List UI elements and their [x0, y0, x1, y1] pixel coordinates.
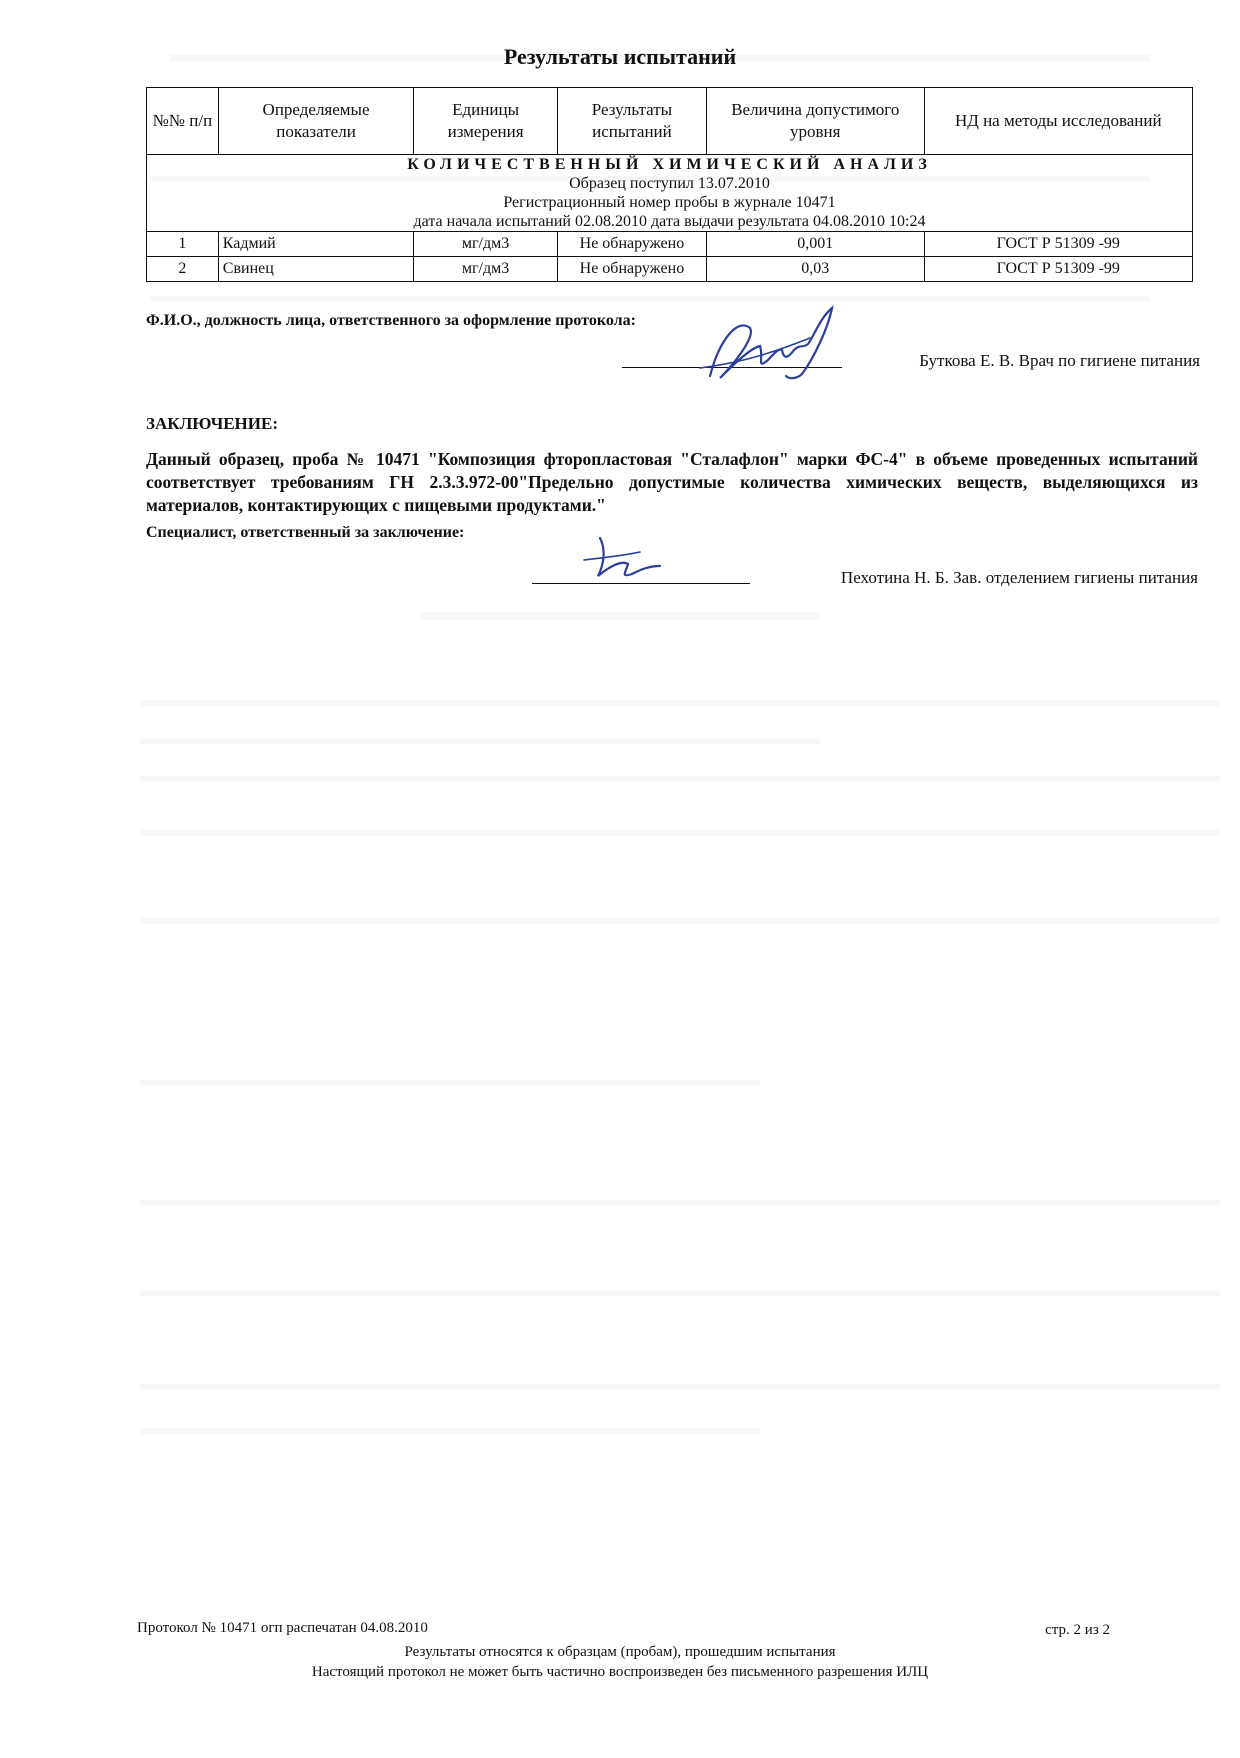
- header-indicator: Определяемые показатели: [218, 88, 414, 155]
- header-method: НД на методы исследований: [924, 88, 1192, 155]
- row-unit: мг/дм3: [414, 232, 558, 257]
- registration-number: Регистрационный номер пробы в журнале 10471: [503, 194, 836, 211]
- sample-received: Образец поступил 13.07.2010: [569, 175, 770, 192]
- responsible-label: Ф.И.О., должность лица, ответственного за оформление протокола:: [146, 312, 636, 329]
- header-limit: Величина допустимого уровня: [706, 88, 924, 155]
- row-unit: мг/дм3: [414, 257, 558, 282]
- responsible-signature: [690, 298, 870, 398]
- row-number: 1: [147, 232, 219, 257]
- responsible-person: Буткова Е. В. Врач по гигиене питания: [919, 351, 1200, 370]
- conclusion-text: Данный образец, проба № 10471 "Композиция фторопластовая "Сталафлон" марки ФС-4" в объеме проведенных испытаний соответствует требованиям ГН 2.3.3.972-00"Предельно допустимые количества химических веществ, выделяющихся из материалов, контактирующих с пищевыми продуктами.": [146, 449, 1198, 515]
- footer-note-reproduction: Настоящий протокол не может быть частично воспроизведен без письменного разрешения ИЛЦ: [311, 1664, 929, 1680]
- row-limit: 0,001: [706, 232, 924, 257]
- conclusion-heading: ЗАКЛЮЧЕНИЕ:: [146, 414, 278, 433]
- footer-note-results: Результаты относятся к образцам (пробам), прошедшим испытания: [404, 1644, 836, 1660]
- row-result: Не обнаружено: [557, 257, 706, 282]
- results-table: [146, 87, 1193, 282]
- specialist-person: Пехотина Н. Б. Зав. отделением гигиены питания: [840, 568, 1198, 587]
- header-unit: Единицы измерения: [414, 88, 558, 155]
- row-method: ГОСТ Р 51309 -99: [924, 257, 1192, 282]
- test-dates: дата начала испытаний 02.08.2010 дата выдачи результата 04.08.2010 10:24: [413, 213, 926, 230]
- footer-protocol: Протокол № 10471 огп распечатан 04.08.2010: [137, 1620, 428, 1636]
- section-cell: [147, 155, 1193, 232]
- footer-page-number: стр. 2 из 2: [1045, 1622, 1110, 1638]
- row-number: 2: [147, 257, 219, 282]
- row-indicator: Кадмий: [218, 232, 414, 257]
- row-limit: 0,03: [706, 257, 924, 282]
- specialist-label: Специалист, ответственный за заключение:: [146, 524, 465, 541]
- table-row: [147, 232, 1193, 257]
- header-result: Результаты испытаний: [557, 88, 706, 155]
- row-result: Не обнаружено: [557, 232, 706, 257]
- table-row: [147, 257, 1193, 282]
- header-number: №№ п/п: [147, 88, 219, 155]
- row-indicator: Свинец: [218, 257, 414, 282]
- document-title: Результаты испытаний: [503, 44, 737, 69]
- section-title: КОЛИЧЕСТВЕННЫЙ ХИМИЧЕСКИЙ АНАЛИЗ: [407, 156, 932, 173]
- row-method: ГОСТ Р 51309 -99: [924, 232, 1192, 257]
- table-header-row: [147, 88, 1193, 155]
- specialist-signature: [570, 530, 690, 590]
- section-row: [147, 155, 1193, 232]
